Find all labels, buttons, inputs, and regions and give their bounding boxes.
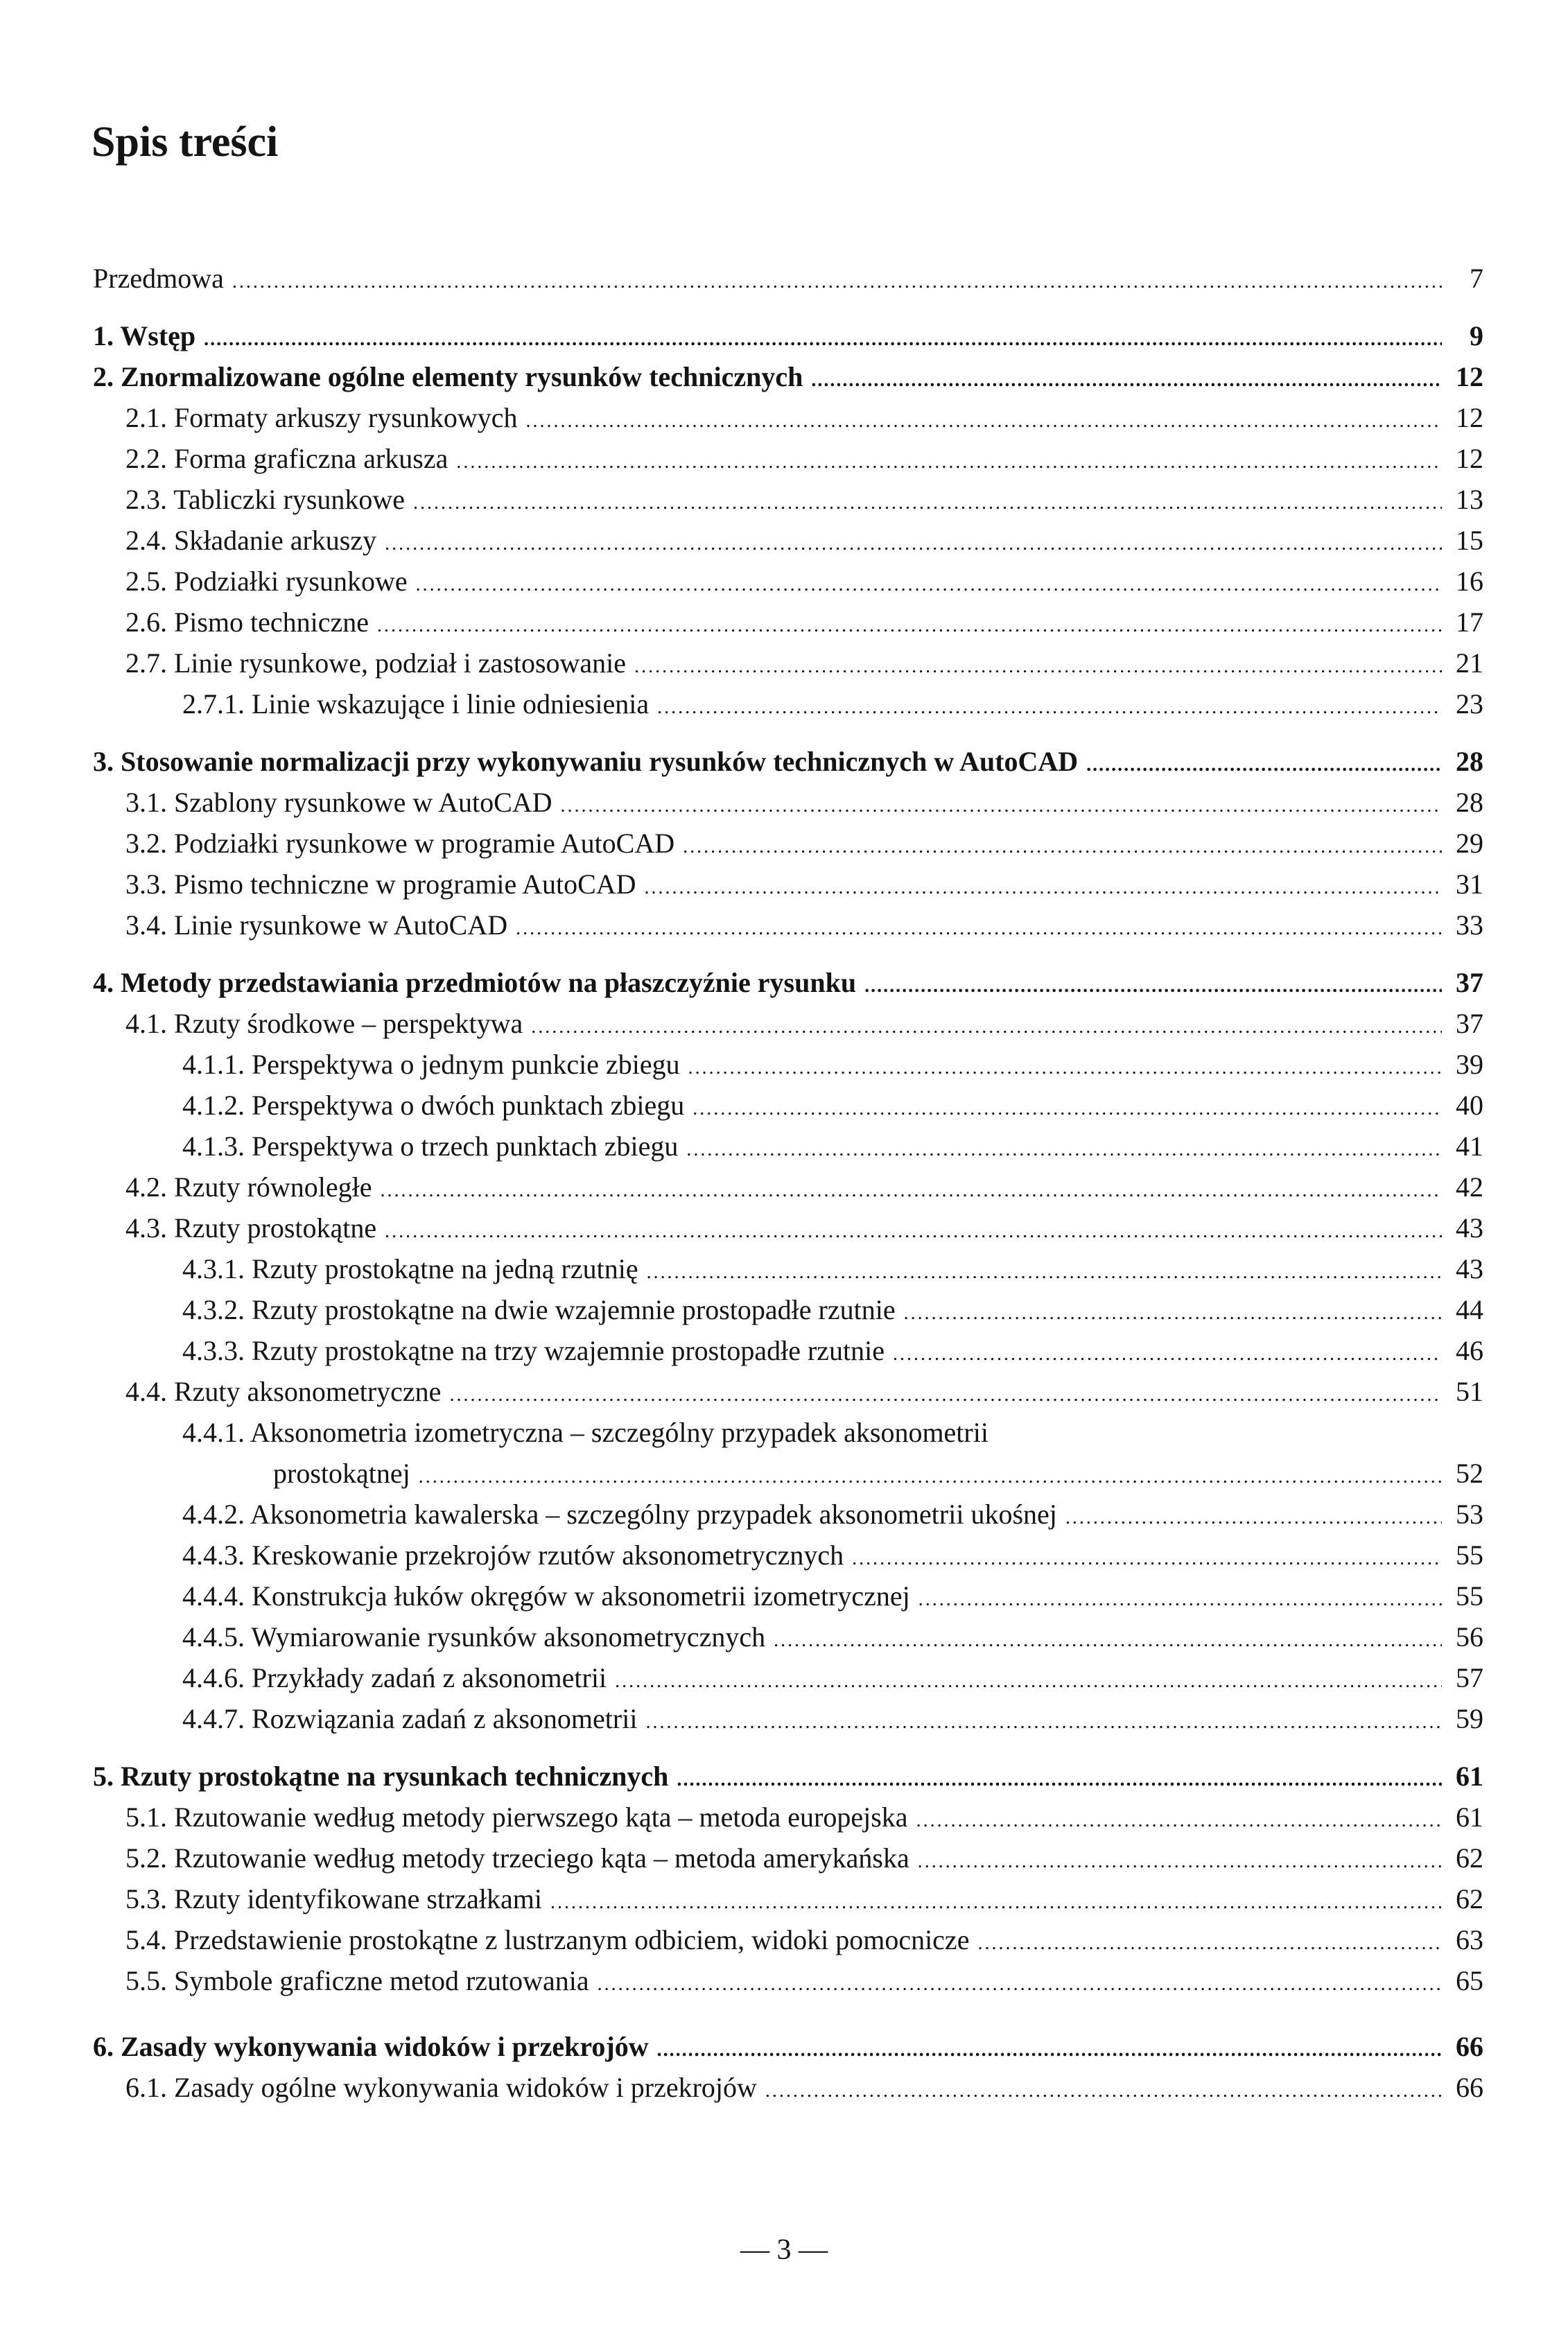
dot-leader	[647, 1252, 1442, 1293]
toc-entry[interactable]	[93, 905, 1483, 945]
toc-entry[interactable]	[93, 1960, 1483, 2001]
dot-leader	[377, 605, 1442, 646]
dot-leader	[531, 1006, 1442, 1047]
toc-entry[interactable]	[93, 1616, 1483, 1657]
toc-entry-page: 37	[1456, 1008, 1483, 1039]
dot-leader	[918, 1841, 1442, 1882]
toc-entry-title: 4.4.6. Przykłady zadań z aksonometrii	[182, 1662, 607, 1693]
dot-leader	[811, 360, 1442, 401]
dot-leader	[977, 1923, 1442, 1964]
toc-entry[interactable]	[93, 1576, 1483, 1616]
toc-entry-title: 4.3.3. Rzuty prostokątne na trzy wzajemnie prostopadłe rzutnie	[182, 1335, 885, 1366]
dot-leader	[692, 1088, 1442, 1129]
dot-leader	[686, 1129, 1442, 1170]
toc-entry-page: 51	[1456, 1376, 1483, 1407]
toc-entry[interactable]	[93, 1838, 1483, 1878]
dot-leader	[416, 564, 1442, 605]
dot-leader	[765, 2070, 1442, 2111]
toc-entry-page: 28	[1456, 746, 1483, 777]
dot-leader	[916, 1800, 1442, 1841]
toc-entry-title: 6. Zasady wykonywania widoków i przekrojów	[93, 2031, 649, 2062]
toc-entry-page: 61	[1456, 1802, 1483, 1833]
dot-leader	[645, 1702, 1442, 1743]
toc-entry-page: 66	[1456, 2072, 1483, 2103]
toc-entry[interactable]	[93, 1453, 1483, 1494]
dot-leader	[657, 687, 1442, 728]
toc-entry[interactable]	[93, 1207, 1483, 1248]
toc-entry-page: 21	[1456, 647, 1483, 679]
toc-entry-title: 4.1.1. Perspektywa o jednym punkcie zbiegu	[182, 1049, 680, 1080]
toc-entry[interactable]	[93, 356, 1483, 397]
toc-entry[interactable]	[93, 1494, 1483, 1535]
dot-leader	[688, 1047, 1442, 1088]
toc-entry-title: 4.3.1. Rzuty prostokątne na jedną rzutnię	[182, 1253, 638, 1284]
toc-entry[interactable]	[93, 1919, 1483, 1960]
dot-leader	[525, 401, 1442, 442]
toc-entry-title: 1. Wstęp	[93, 320, 196, 351]
toc-entry-page: 66	[1456, 2031, 1483, 2062]
toc-entry-title: 4.1.3. Perspektywa o trzech punktach zbiegu	[182, 1131, 679, 1162]
toc-entry-title: 4.4.5. Wymiarowanie rysunków aksonometrycznych	[182, 1621, 766, 1652]
toc-entry-page: 43	[1456, 1253, 1483, 1284]
toc-entry-page: 52	[1456, 1458, 1483, 1489]
toc-entry[interactable]	[93, 741, 1483, 782]
toc-entry-title: 5.2. Rzutowanie według metody trzeciego kąta – metoda amerykańska	[125, 1842, 909, 1874]
toc-entry-title: 4.1.2. Perspektywa o dwóch punktach zbiegu	[182, 1090, 685, 1121]
toc-entry-page: 12	[1456, 402, 1483, 433]
toc-entry-page: 63	[1456, 1924, 1483, 1955]
toc-entry-title: 5.5. Symbole graficzne metod rzutowania	[125, 1965, 589, 1996]
toc-entry[interactable]	[93, 1535, 1483, 1576]
toc-entry[interactable]	[93, 1412, 1483, 1453]
toc-entry[interactable]	[93, 864, 1483, 905]
dot-leader	[774, 1620, 1442, 1661]
toc-entry-page: 12	[1456, 361, 1483, 392]
toc-entry-title: 2.7.1. Linie wskazujące i linie odniesienia	[182, 688, 650, 719]
toc-entry-page: 44	[1456, 1294, 1483, 1325]
toc-section	[93, 962, 1483, 1739]
toc-entry-page: 13	[1456, 484, 1483, 515]
dot-leader	[677, 1759, 1442, 1800]
toc-entry-page: 9	[1470, 320, 1483, 351]
toc-entry-title: 2.3. Tabliczki rysunkowe	[125, 484, 406, 515]
toc-section	[93, 2026, 1483, 2108]
toc-entry-title: 5.4. Przedstawienie prostokątne z lustrzanym odbiciem, widoki pomocnicze	[125, 1924, 970, 1955]
toc-entry-title: 4.4.1. Aksonometria izometryczna – szczególny przypadek aksonometrii	[182, 1417, 988, 1448]
toc-entry[interactable]	[93, 823, 1483, 864]
toc-entry-title: 3.4. Linie rysunkowe w AutoCAD	[125, 909, 508, 941]
toc-entry[interactable]	[93, 1698, 1483, 1739]
toc-entry-title: 2.1. Formaty arkuszy rysunkowych	[125, 402, 518, 433]
toc-entry[interactable]	[93, 602, 1483, 643]
toc-entry[interactable]	[93, 962, 1483, 1003]
toc-entry-title: 2.4. Składanie arkuszy	[125, 525, 377, 556]
toc-entry[interactable]	[93, 520, 1483, 561]
toc-entry-page: 33	[1456, 909, 1483, 941]
dot-leader	[381, 1170, 1443, 1211]
toc-entry-title: 2.7. Linie rysunkowe, podział i zastosowanie	[125, 647, 627, 679]
toc-entry-title: 6.1. Zasady ogólne wykonywania widoków i przekrojów	[125, 2072, 757, 2103]
dot-leader	[449, 1375, 1442, 1415]
dot-leader	[645, 867, 1442, 908]
toc-entry[interactable]	[93, 782, 1483, 823]
dot-leader	[598, 1964, 1442, 2005]
toc-entry-page: 39	[1456, 1049, 1483, 1080]
toc-entry-title: 2. Znormalizowane ogólne elementy rysunków technicznych	[93, 361, 803, 392]
dot-leader	[904, 1293, 1442, 1334]
page-number-footer: — 3 —	[740, 2234, 828, 2266]
toc-section	[93, 741, 1483, 945]
dot-leader	[561, 785, 1442, 826]
toc-entry-title: 4.3. Rzuty prostokątne	[125, 1212, 377, 1244]
toc-entry-page: 17	[1456, 607, 1483, 638]
dot-leader	[516, 908, 1442, 949]
toc-entry[interactable]	[93, 1330, 1483, 1371]
toc-entry-title: 5. Rzuty prostokątne na rysunkach technicznych	[93, 1761, 669, 1792]
toc-entry[interactable]	[93, 397, 1483, 438]
toc-entry-title: 2.6. Pismo techniczne	[125, 607, 369, 638]
dot-leader	[232, 261, 1442, 302]
toc-entry-title: 5.3. Rzuty identyfikowane strzałkami	[125, 1883, 542, 1914]
toc-entry-page: 61	[1456, 1761, 1483, 1792]
toc-entry-page: 16	[1456, 566, 1483, 597]
toc-entry-page: 12	[1456, 443, 1483, 474]
toc-entry-title: 3. Stosowanie normalizacji przy wykonywaniu rysunków technicznych w AutoCAD	[93, 746, 1079, 777]
toc-entry-page: 23	[1456, 688, 1483, 719]
toc-entry-page: 55	[1456, 1539, 1483, 1571]
dot-leader	[419, 1456, 1442, 1497]
toc-entry[interactable]	[93, 2067, 1483, 2108]
toc-entry[interactable]	[93, 1878, 1483, 1919]
dot-leader	[385, 1211, 1442, 1252]
toc-entry-title: 2.5. Podziałki rysunkowe	[125, 566, 408, 597]
toc-entry-page: 56	[1456, 1621, 1483, 1652]
toc-section	[93, 258, 1483, 299]
toc-entry-title: 2.2. Forma graficzna arkusza	[125, 443, 448, 474]
toc-entry[interactable]	[93, 1044, 1483, 1085]
toc-entry[interactable]	[93, 438, 1483, 479]
toc-entry-page: 37	[1456, 967, 1483, 998]
toc-entry-page: 28	[1456, 787, 1483, 818]
dot-leader	[1065, 1497, 1442, 1538]
dot-leader	[456, 442, 1442, 482]
toc-entry-page: 55	[1456, 1580, 1483, 1612]
toc-entry-page: 62	[1456, 1883, 1483, 1914]
toc-entry-page: 7	[1470, 263, 1483, 294]
toc-entry-title: 5.1. Rzutowanie według metody pierwszego kąta – metoda europejska	[125, 1802, 908, 1833]
toc-entry[interactable]	[93, 1657, 1483, 1698]
toc-entry[interactable]	[93, 643, 1483, 683]
toc-entry-title: 4.4.7. Rozwiązania zadań z aksonometrii	[182, 1703, 638, 1734]
toc-entry-page: 46	[1456, 1335, 1483, 1366]
dot-leader	[550, 1882, 1442, 1923]
dot-leader	[634, 646, 1442, 687]
toc-entry-page: 65	[1456, 1965, 1483, 1996]
toc-entry-page: 15	[1456, 525, 1483, 556]
toc-entry[interactable]	[93, 683, 1483, 724]
toc-entry-title: 4.4.3. Kreskowanie przekrojów rzutów aksonometrycznych	[182, 1539, 844, 1571]
toc-entry[interactable]	[93, 1756, 1483, 1797]
toc-entry-page: 43	[1456, 1212, 1483, 1244]
toc-entry[interactable]	[93, 258, 1483, 299]
toc-entry-title: 3.2. Podziałki rysunkowe w programie AutoCAD	[125, 828, 675, 859]
toc-section	[93, 315, 1483, 724]
dot-leader	[615, 1661, 1442, 1702]
toc-entry-page: 29	[1456, 828, 1483, 859]
toc-entry-title: 4.1. Rzuty środkowe – perspektywa	[125, 1008, 523, 1039]
toc-entry-title: Przedmowa	[93, 263, 224, 294]
dot-leader	[385, 523, 1442, 564]
toc-section	[93, 1756, 1483, 2001]
toc-entry-page: 40	[1456, 1090, 1483, 1121]
toc-entry-page: 31	[1456, 869, 1483, 900]
toc-entry[interactable]	[93, 2026, 1483, 2067]
toc-entry-page: 57	[1456, 1662, 1483, 1693]
toc-entry-title: prostokątnej	[273, 1458, 410, 1489]
toc-entry-page: 41	[1456, 1131, 1483, 1162]
dot-leader	[683, 826, 1442, 867]
toc-entry-page: 42	[1456, 1171, 1483, 1203]
toc-entry-page: 62	[1456, 1842, 1483, 1874]
toc-entry-title: 4.4.4. Konstrukcja łuków okręgów w aksonometrii izometrycznej	[182, 1580, 910, 1612]
toc-entry[interactable]	[93, 1167, 1483, 1207]
toc-entry-page: 53	[1456, 1499, 1483, 1530]
toc-entry[interactable]	[93, 479, 1483, 520]
toc-entry[interactable]	[93, 1289, 1483, 1330]
toc-entry-title: 4.4.2. Aksonometria kawalerska – szczególny przypadek aksonometrii ukośnej	[182, 1499, 1057, 1530]
toc-entry[interactable]	[93, 1003, 1483, 1044]
toc-entry[interactable]	[93, 1371, 1483, 1412]
toc-entry-title: 4.2. Rzuty równoległe	[125, 1171, 372, 1203]
dot-leader	[852, 1538, 1442, 1579]
toc-entry[interactable]	[93, 561, 1483, 602]
toc-entry[interactable]	[93, 1248, 1483, 1289]
toc-entry[interactable]	[93, 1126, 1483, 1167]
page-title: Spis treści	[92, 119, 279, 166]
dot-leader	[204, 319, 1442, 360]
toc-entry-title: 3.1. Szablony rysunkowe w AutoCAD	[125, 787, 552, 818]
dot-leader	[864, 966, 1442, 1006]
toc-entry[interactable]	[93, 1085, 1483, 1126]
toc-entry[interactable]	[93, 1797, 1483, 1838]
dot-leader	[657, 2030, 1442, 2070]
dot-leader	[1086, 744, 1442, 785]
dot-leader	[893, 1334, 1442, 1375]
dot-leader	[918, 1579, 1442, 1620]
toc-entry-title: 3.3. Pismo techniczne w programie AutoCAD	[125, 869, 636, 900]
toc-entry-title: 4.3.2. Rzuty prostokątne na dwie wzajemnie prostopadłe rzutnie	[182, 1294, 896, 1325]
toc-entry-title: 4. Metody przedstawiania przedmiotów na płaszczyźnie rysunku	[93, 967, 857, 998]
toc-entry-page: 59	[1456, 1703, 1483, 1734]
toc-entry-title: 4.4. Rzuty aksonometryczne	[125, 1376, 442, 1407]
dot-leader	[413, 482, 1442, 523]
table-of-contents	[93, 258, 1483, 2108]
toc-entry[interactable]	[93, 315, 1483, 356]
